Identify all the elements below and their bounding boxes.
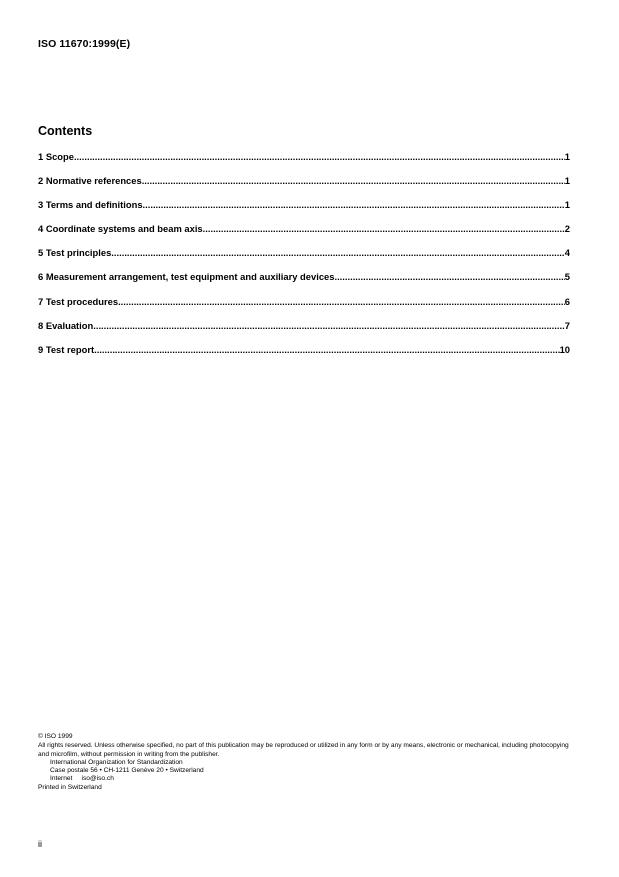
toc-entry-label: 9 Test report (38, 343, 95, 355)
toc-entry-page: 7 (564, 319, 570, 331)
toc-entry-label: 1 Scope (38, 151, 74, 162)
copyright-footer (38, 733, 578, 792)
table-of-contents (38, 151, 570, 368)
toc-entry-coordinate-systems[interactable] (38, 223, 570, 247)
toc-leader-dots (142, 175, 565, 186)
toc-entry-label: 3 Terms and definitions (38, 199, 143, 211)
internet-contact: Internet iso@iso.ch (50, 775, 114, 783)
toc-entry-measurement-arrangement[interactable] (38, 271, 570, 295)
copyright-notice: © ISO 1999 (38, 733, 73, 740)
toc-entry-evaluation[interactable] (38, 320, 570, 344)
toc-entry-page: 2 (564, 223, 570, 235)
toc-leader-dots (143, 199, 565, 210)
organization-name: International Organization for Standardization (50, 758, 183, 766)
printed-location: Printed in Switzerland (38, 783, 102, 791)
toc-entry-label: 7 Test procedures (38, 295, 119, 307)
toc-entry-test-principles[interactable] (38, 247, 570, 271)
toc-entry-page: 6 (564, 295, 570, 307)
toc-leader-dots (74, 151, 565, 162)
toc-entry-page: 1 (564, 151, 570, 162)
toc-entry-normative-references[interactable] (38, 175, 570, 199)
toc-entry-page: 5 (564, 271, 570, 283)
toc-entry-page: 1 (564, 175, 570, 187)
organization-address (38, 759, 578, 784)
contents-title: Contents (38, 124, 93, 138)
page-number: ii (38, 839, 42, 849)
toc-entry-terms-and-definitions[interactable] (38, 199, 570, 223)
toc-leader-dots (94, 344, 559, 355)
toc-entry-label: 6 Measurement arrangement, test equipment and auxiliary devices (38, 271, 335, 283)
toc-entry-test-report[interactable] (38, 344, 570, 368)
toc-entry-label: 5 Test principles (38, 247, 112, 259)
toc-entry-page: 4 (564, 247, 570, 259)
toc-entry-page: 10 (559, 343, 570, 355)
toc-leader-dots (93, 320, 565, 331)
toc-entry-test-procedures[interactable] (38, 296, 570, 320)
postal-address: Case postale 56 • CH-1211 Genève 20 • Switzerland (50, 767, 204, 775)
toc-leader-dots (118, 296, 565, 307)
toc-leader-dots (203, 223, 565, 234)
toc-leader-dots (334, 271, 564, 282)
document-header: ISO 11670:1999(E) (38, 38, 131, 50)
toc-entry-label: 4 Coordinate systems and beam axis (38, 223, 203, 235)
rights-statement: All rights reserved. Unless otherwise specified, no part of this publication may be reproduced or utilized in any form or by any means, electronic or mechanical, including photocopying and microfilm, without permission in writing from the publisher. (38, 742, 569, 758)
toc-leader-dots (111, 247, 564, 258)
toc-entry-page: 1 (564, 199, 570, 211)
toc-entry-label: 8 Evaluation (38, 319, 94, 331)
toc-entry-scope[interactable] (38, 151, 570, 175)
toc-entry-label: 2 Normative references (38, 175, 142, 187)
